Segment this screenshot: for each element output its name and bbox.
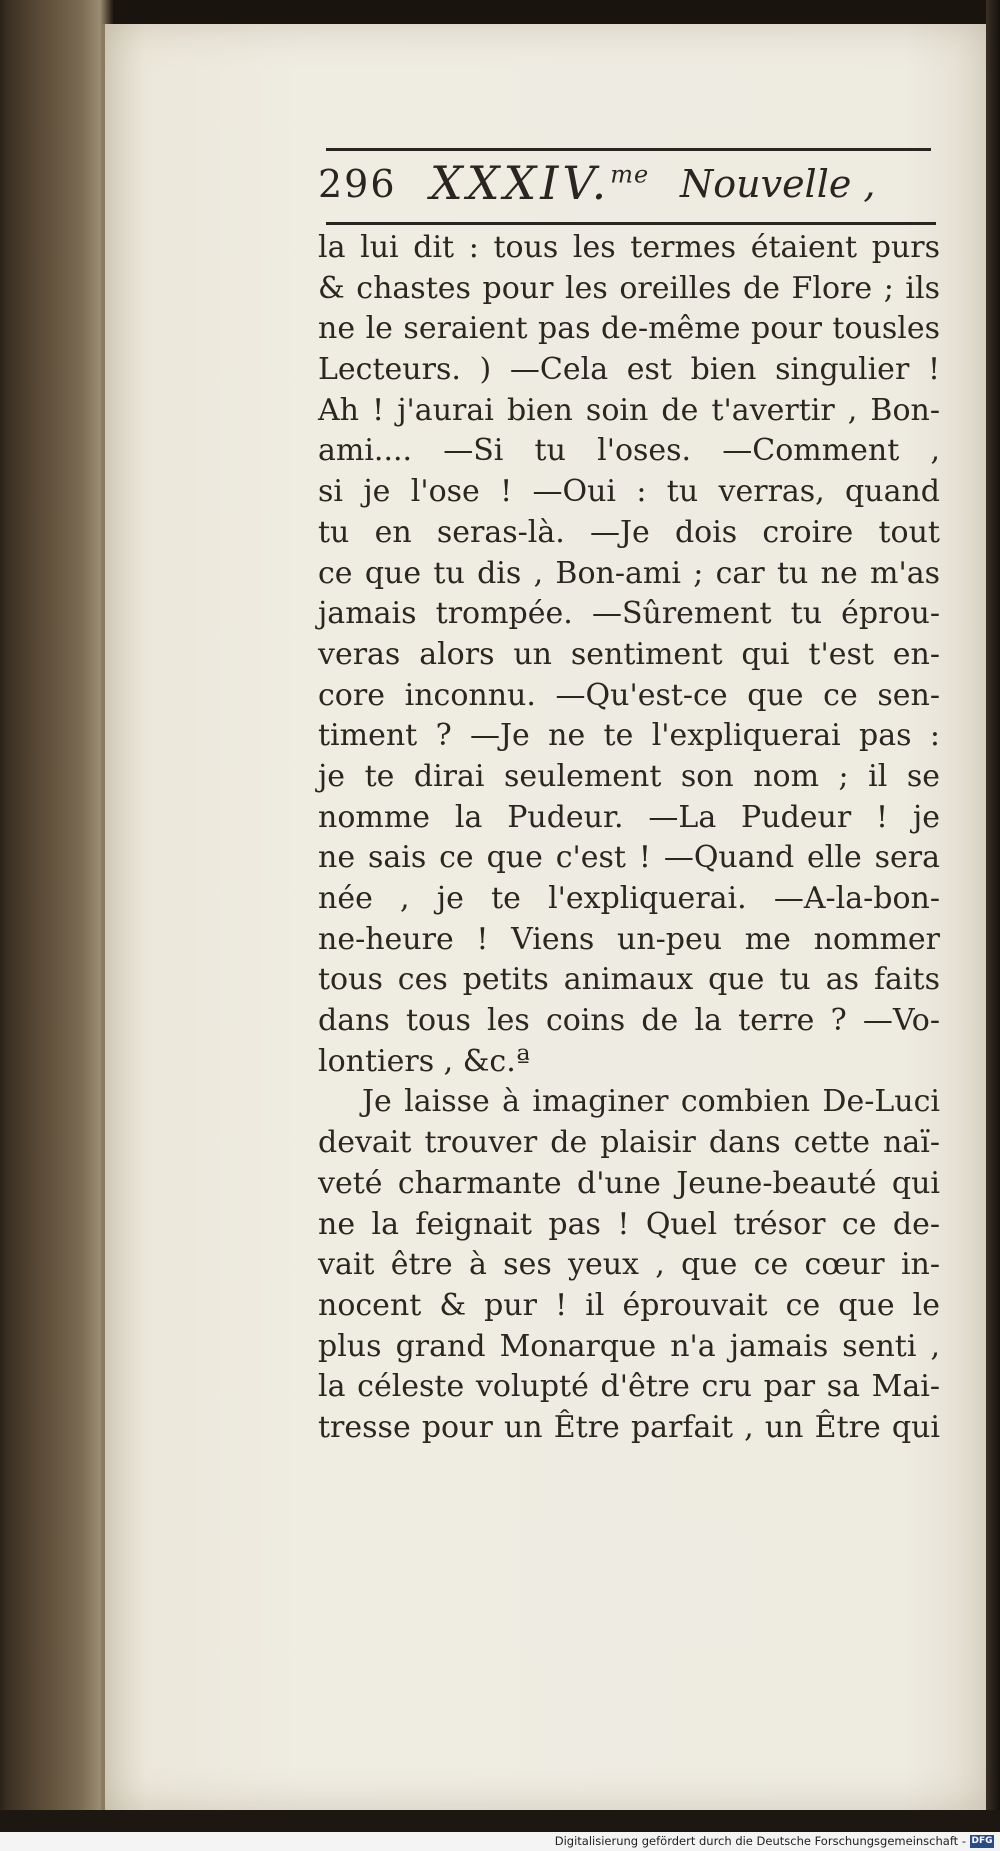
text-line: lontiers , &c.ª — [318, 1043, 531, 1079]
text-line: née , je te l'expliquerai. —A-la-bon- — [318, 881, 940, 916]
dfg-logo: DFG — [971, 1836, 993, 1846]
page-edge — [986, 0, 1000, 1851]
text-line: ami.... —Si tu l'oses. —Comment , — [318, 433, 940, 469]
text-line: tresse pour un Être parfait , un Être qui — [318, 1409, 940, 1445]
page-number: 296 — [318, 162, 397, 206]
text-line: tu en seras-là. —Je dois croire tout — [318, 514, 940, 550]
text-line: veras alors un sentiment qui t'est en- — [318, 636, 940, 672]
text-line: ne-heure ! Viens un-peu me nommer — [318, 921, 940, 957]
text-line: si je l'ose ! —Oui : tu verras, quand — [318, 474, 940, 510]
header-rule-bottom — [326, 222, 936, 225]
text-line: plus grand Monarque n'a jamais senti , — [318, 1328, 940, 1364]
text-line: tous ces petits animaux que tu as faits — [318, 962, 940, 998]
text-line: nocent & pur ! il éprouvait ce que le — [318, 1287, 940, 1323]
text-line: ne sais ce que c'est ! —Quand elle sera — [318, 840, 940, 876]
header-rule-top — [326, 148, 931, 151]
running-title — [430, 156, 649, 210]
running-subtitle: Nouvelle , — [680, 162, 876, 206]
text-line: nomme la Pudeur. —La Pudeur ! je — [318, 799, 940, 835]
text-line: core inconnu. —Qu'est-ce que ce sen- — [318, 677, 940, 713]
text-line: Ah ! j'aurai bien soin de t'avertir , Bon- — [318, 392, 940, 428]
paragraph-start-line: Je laisse à imaginer combien De-Luci — [362, 1084, 940, 1120]
text-line: je te dirai seulement son nom ; il se — [318, 758, 940, 794]
text-line: jamais trompée. —Sûrement tu éprou- — [318, 596, 940, 632]
text-line: ne la feignait pas ! Quel trésor ce de- — [318, 1206, 940, 1242]
text-line: vait être à ses yeux , que ce cœur in- — [318, 1247, 940, 1283]
text-line: timent ? —Je ne te l'expliquerai pas : — [318, 718, 940, 754]
running-title-text: XXXIV. — [430, 156, 611, 210]
text-line: devait trouver de plaisir dans cette naï- — [318, 1125, 940, 1161]
text-line: la céleste volupté d'être cru par sa Mai- — [318, 1369, 940, 1405]
scan-bottom-band — [0, 1810, 1000, 1832]
text-line: ce que tu dis , Bon-ami ; car tu ne m'as — [318, 555, 940, 591]
text-line: & chastes pour les oreilles de Flore ; ils — [318, 270, 940, 306]
text-line: dans tous les coins de la terre ? —Vo- — [318, 1003, 940, 1039]
running-title-sup: me — [610, 160, 650, 189]
text-line: ne le seraient pas de-même pour tousles — [318, 311, 940, 347]
body-text — [318, 228, 940, 1449]
text-line: Lecteurs. ) —Cela est bien singulier ! — [318, 352, 940, 388]
footer-band — [0, 1832, 1000, 1851]
text-line: la lui dit : tous les termes étaient purs — [318, 230, 940, 265]
funding-credit: Digitalisierung gefördert durch die Deutsche Forschungsgemeinschaft - — [554, 1834, 966, 1848]
text-line: veté charmante d'une Jeune-beauté qui — [318, 1165, 940, 1201]
running-header — [318, 156, 938, 218]
